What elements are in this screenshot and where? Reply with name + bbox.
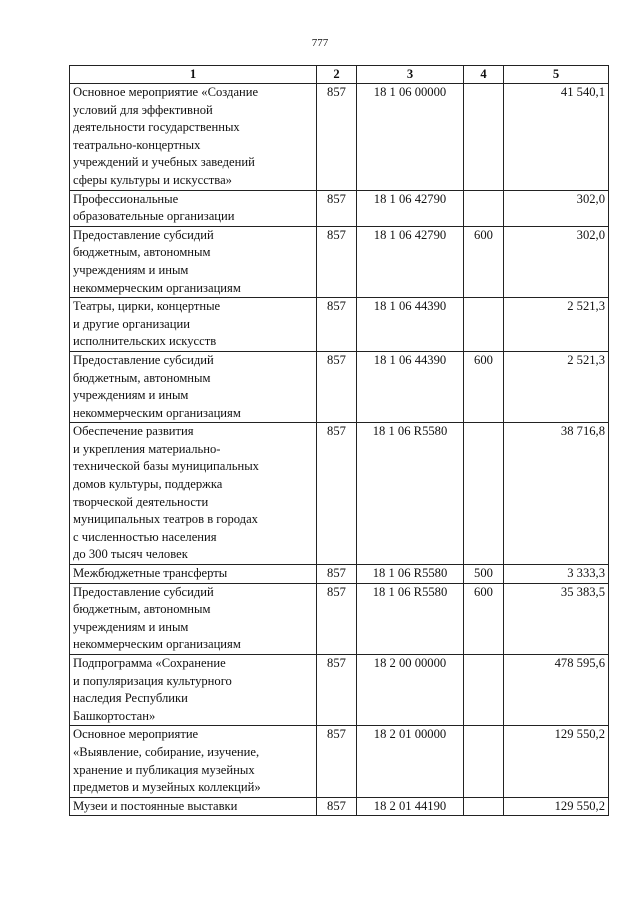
row-target-code: 18 1 06 R5580 [357,565,464,584]
row-sum: 129 550,2 [504,797,609,816]
row-expense-type: 600 [464,583,504,654]
table-row [70,226,609,297]
row-sum: 35 383,5 [504,583,609,654]
row-sum: 2 521,3 [504,298,609,352]
table-row [70,655,609,726]
row-expense-type [464,797,504,816]
row-sum: 38 716,8 [504,423,609,565]
row-expense-type [464,423,504,565]
row-sum: 41 540,1 [504,84,609,191]
row-name: Межбюджетные трансферты [70,565,317,584]
row-sum: 3 333,3 [504,565,609,584]
row-expense-type [464,190,504,226]
row-name: Основное мероприятие «Выявление, собирание, изучение, хранение и публикация музейных предметов и музейных коллекций» [70,726,317,797]
row-ministry-code: 857 [317,565,357,584]
row-ministry-code: 857 [317,655,357,726]
row-name: Подпрограмма «Сохранение и популяризация культурного наследия Республики Башкортостан» [70,655,317,726]
row-target-code: 18 1 06 44390 [357,351,464,422]
row-name: Театры, цирки, концертные и другие организации исполнительских искусств [70,298,317,352]
row-name: Предоставление субсидий бюджетным, автономным учреждениям и иным некоммерческим организациям [70,583,317,654]
row-expense-type [464,726,504,797]
row-expense-type [464,655,504,726]
row-ministry-code: 857 [317,84,357,191]
row-target-code: 18 2 01 00000 [357,726,464,797]
table-header-row [70,66,609,84]
row-sum: 478 595,6 [504,655,609,726]
row-ministry-code: 857 [317,423,357,565]
row-name: Предоставление субсидий бюджетным, автономным учреждениям и иным некоммерческим организациям [70,351,317,422]
table-row [70,726,609,797]
row-target-code: 18 1 06 42790 [357,190,464,226]
row-expense-type [464,298,504,352]
row-target-code: 18 1 06 42790 [357,226,464,297]
row-expense-type: 500 [464,565,504,584]
row-target-code: 18 2 01 44190 [357,797,464,816]
row-name: Обеспечение развития и укрепления материально- технической базы муниципальных домов культуры, поддержка творческой деятельности муниципальных театров в городах с численностью населения до 300 тысяч человек [70,423,317,565]
table-row [70,423,609,565]
header-col-1: 1 [70,66,317,84]
header-col-2: 2 [317,66,357,84]
table-row [70,797,609,816]
header-col-5: 5 [504,66,609,84]
row-target-code: 18 2 00 00000 [357,655,464,726]
row-ministry-code: 857 [317,351,357,422]
row-ministry-code: 857 [317,190,357,226]
table-row [70,84,609,191]
row-name: Основное мероприятие «Создание условий для эффективной деятельности государственных театрально-концертных учреждений и учебных заведений сферы культуры и искусства» [70,84,317,191]
row-target-code: 18 1 06 44390 [357,298,464,352]
row-ministry-code: 857 [317,726,357,797]
row-sum: 302,0 [504,190,609,226]
table-row [70,190,609,226]
row-target-code: 18 1 06 R5580 [357,423,464,565]
row-sum: 129 550,2 [504,726,609,797]
row-name: Профессиональные образовательные организации [70,190,317,226]
table-row [70,565,609,584]
table-row [70,298,609,352]
table-row [70,351,609,422]
row-ministry-code: 857 [317,298,357,352]
page-number: 777 [311,37,329,49]
row-ministry-code: 857 [317,797,357,816]
row-ministry-code: 857 [317,583,357,654]
row-target-code: 18 1 06 00000 [357,84,464,191]
row-sum: 302,0 [504,226,609,297]
header-col-4: 4 [464,66,504,84]
row-ministry-code: 857 [317,226,357,297]
row-expense-type: 600 [464,226,504,297]
row-sum: 2 521,3 [504,351,609,422]
budget-table [69,65,609,816]
table-row [70,583,609,654]
row-name: Предоставление субсидий бюджетным, автономным учреждениям и иным некоммерческим организациям [70,226,317,297]
row-target-code: 18 1 06 R5580 [357,583,464,654]
row-expense-type [464,84,504,191]
row-name: Музеи и постоянные выставки [70,797,317,816]
header-col-3: 3 [357,66,464,84]
row-expense-type: 600 [464,351,504,422]
